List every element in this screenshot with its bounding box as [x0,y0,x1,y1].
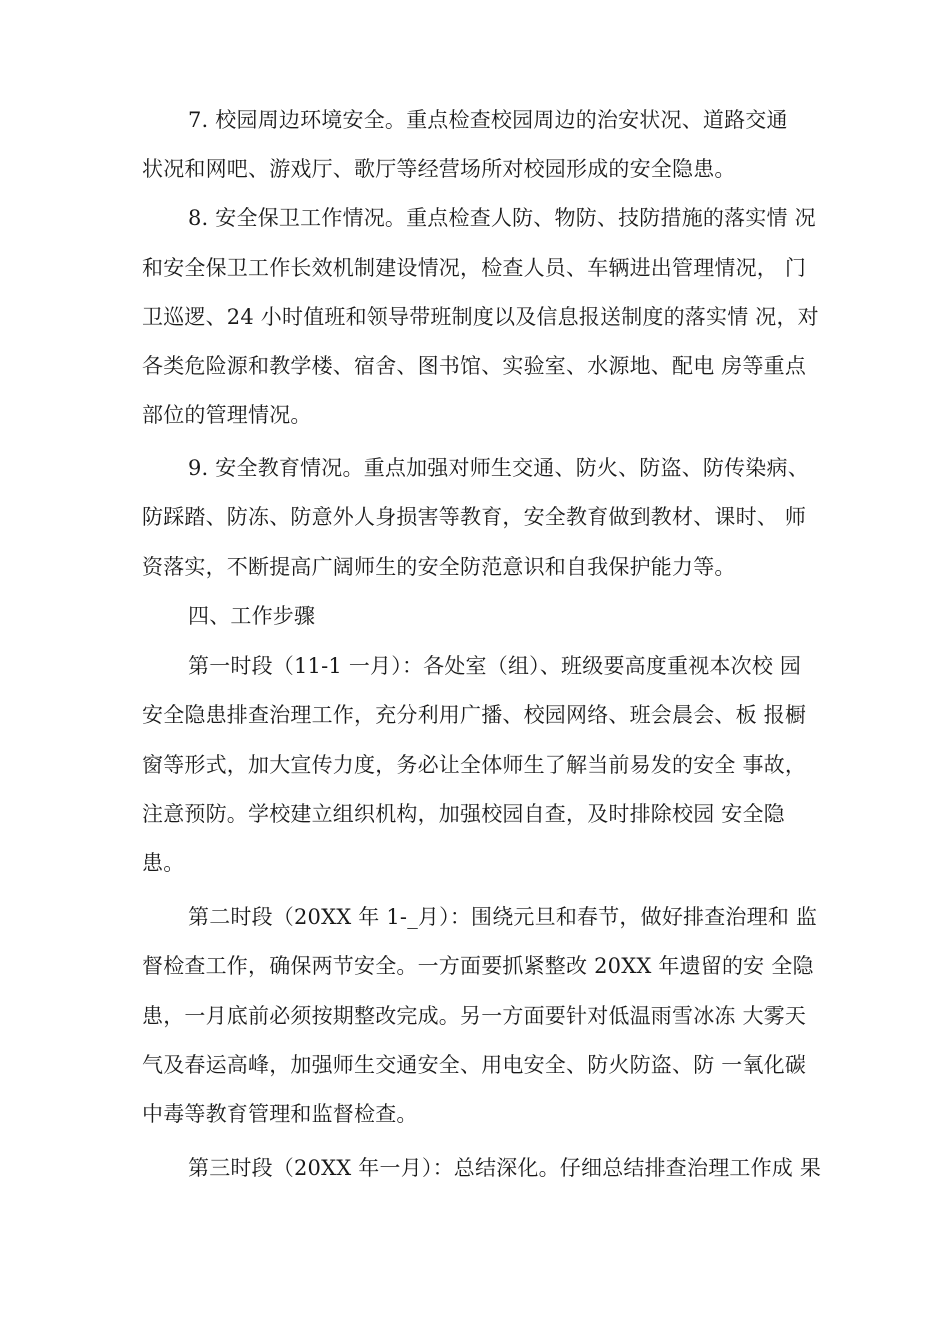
text-line: 防踩踏、防冻、防意外人身损害等教育，安全教育做到教材、课时、 师 [142,505,807,529]
text-line: 第三时段（20XX 年一月）：总结深化。仔细总结排查治理工作成 果 [188,1156,822,1180]
text-line: 资落实，不断提高广阔师生的安全防范意识和自我保护能力等。 [142,555,736,579]
text-line: 督检查工作，确保两节安全。一方面要抓紧整改 20XX 年遗留的安 全隐 [142,954,814,978]
text-line: 中毒等教育管理和监督检查。 [142,1102,418,1126]
text-line: 8. 安全保卫工作情况。重点检查人防、物防、技防措施的落实情 况 [188,206,816,230]
text-line: 部位的管理情况。 [142,403,312,427]
text-line: 第一时段（11-1 一月）：各处室（组）、班级要高度重视本次校 园 [188,654,802,678]
text-line: 7. 校园周边环境安全。重点检查校园周边的治安状况、道路交通 [188,108,788,132]
text-line: 卫巡逻、24 小时值班和领导带班制度以及信息报送制度的落实情 况，对 [142,305,819,329]
text-line: 各类危险源和教学楼、宿舍、图书馆、实验室、水源地、配电 房等重点 [142,354,807,378]
text-line: 患，一月底前必须按期整改完成。另一方面要针对低温雨雪冰冻 大雾天 [142,1004,807,1028]
text-line: 第二时段（20XX 年 1-_月）：围绕元旦和春节，做好排查治理和 监 [188,905,818,929]
section-heading: 四、工作步骤 [188,604,316,628]
text-line: 和安全保卫工作长效机制建设情况，检查人员、车辆进出管理情况， 门 [142,256,807,280]
text-line: 安全隐患排查治理工作，充分利用广播、校园网络、班会晨会、板 报橱 [142,703,807,727]
text-line: 注意预防。学校建立组织机构，加强校园自查，及时排除校园 安全隐 [142,802,785,826]
text-line: 气及春运高峰，加强师生交通安全、用电安全、防火防盗、防 一氧化碳 [142,1053,807,1077]
text-line: 患。 [142,851,185,875]
text-line: 9. 安全教育情况。重点加强对师生交通、防火、防盗、防传染病、 [188,456,809,480]
text-line: 窗等形式，加大宣传力度，务必让全体师生了解当前易发的安全 事故， [142,753,807,777]
text-line: 状况和网吧、游戏厅、歌厅等经营场所对校园形成的安全隐患。 [142,157,736,181]
